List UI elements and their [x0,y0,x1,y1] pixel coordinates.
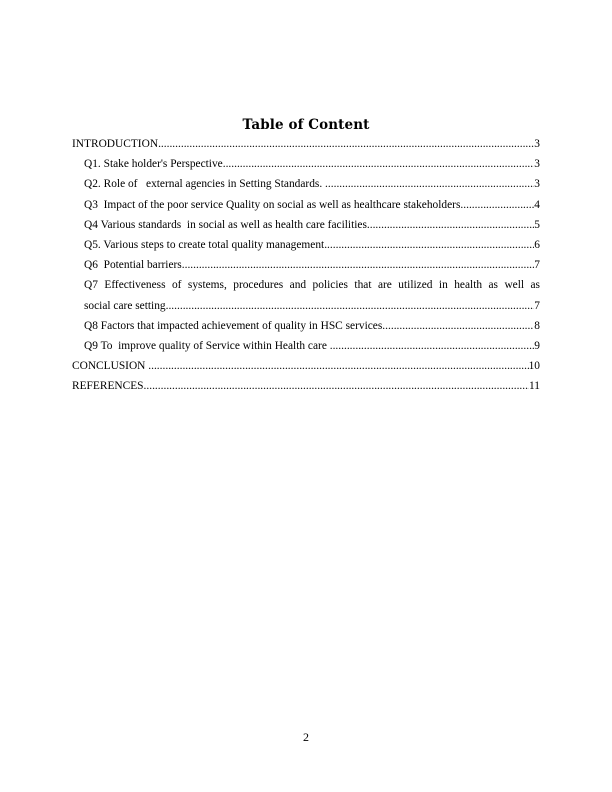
toc-entry-q3[interactable] [72,195,540,215]
toc-entry-q7-line2[interactable] [72,296,540,316]
toc-word: that [354,279,372,292]
toc-word: procedures [233,279,284,292]
toc-entry-label: Q1. Stake holder's Perspective [84,158,223,171]
toc-word: of [171,279,182,292]
toc-entry-page: 6 [534,238,540,251]
toc-title: Table of Content [242,117,370,133]
toc-entry-label: REFERENCES [72,380,144,393]
toc-word: utilized [398,279,433,292]
toc-leader-dots [166,296,535,316]
toc-word: well [504,279,525,292]
toc-entry-q9[interactable] [72,336,540,356]
toc-entry-conclusion[interactable] [72,356,540,376]
toc-entry-page: 5 [534,218,540,231]
toc-entry-label: Q8 Factors that impacted achievement of quality in HSC services [84,319,383,332]
toc-word: Effectiveness [104,279,166,292]
toc-leader-dots [324,235,534,255]
toc-entry-q1[interactable] [72,154,540,174]
toc-entry-page: 3 [534,138,540,150]
toc-entry-label: Q2. Role of external agencies in Setting Standards. [84,178,326,191]
toc-leader-dots [144,376,530,396]
toc-entry-q2[interactable] [72,174,540,194]
toc-entry-page: 4 [534,198,540,211]
toc-leader-dots [182,255,535,275]
toc-word: policies [312,279,348,292]
toc-entry-q5[interactable] [72,235,540,255]
toc-word: and [289,279,307,292]
toc-entry-q6[interactable] [72,255,540,275]
toc-leader-dots [223,154,535,174]
table-of-contents [72,134,540,396]
toc-entry-label: Q6 Potential barriers [84,259,182,272]
toc-entry-label: CONCLUSION [72,360,149,373]
toc-entry-label: social care setting [84,299,166,312]
toc-entry-page: 8 [534,319,540,332]
toc-entry-label: Q4 Various standards in social as well as health care facilities [84,218,367,231]
toc-entry-q7-line1[interactable] [72,275,540,295]
toc-entry-label: Q9 To improve quality of Service within Health care [84,339,330,352]
toc-entry-page: 3 [534,178,540,191]
toc-entry-page: 3 [534,158,540,171]
page-number: 2 [303,730,309,744]
toc-entry-page: 7 [534,259,540,272]
toc-word: health [454,279,483,292]
toc-word: systems, [187,279,227,292]
toc-entry-references[interactable] [72,376,540,396]
toc-entry-page: 10 [528,360,540,373]
toc-entry-page: 7 [534,299,540,312]
toc-word: as [488,279,498,292]
toc-leader-dots [460,195,534,215]
toc-entry-q4[interactable] [72,215,540,235]
toc-entry-label: Q5. Various steps to create total quality management [84,238,325,251]
toc-word: as [530,279,540,292]
toc-leader-dots [158,134,534,154]
toc-leader-dots [382,316,534,336]
toc-word: Q7 [84,279,98,292]
toc-leader-dots [367,215,534,235]
toc-entry-label: INTRODUCTION [72,138,159,150]
toc-entry-page: 11 [529,380,540,393]
toc-leader-dots [330,336,535,356]
toc-word: are [377,279,392,292]
toc-leader-dots [325,174,534,194]
toc-entry-label: Q3 Impact of the poor service Quality on social as well as healthcare stakeholders [84,198,461,211]
toc-entry-introduction[interactable] [72,134,540,154]
toc-entry-q8[interactable] [72,316,540,336]
toc-entry-page: 9 [534,339,540,352]
toc-word: in [438,279,448,292]
toc-leader-dots [148,356,528,376]
